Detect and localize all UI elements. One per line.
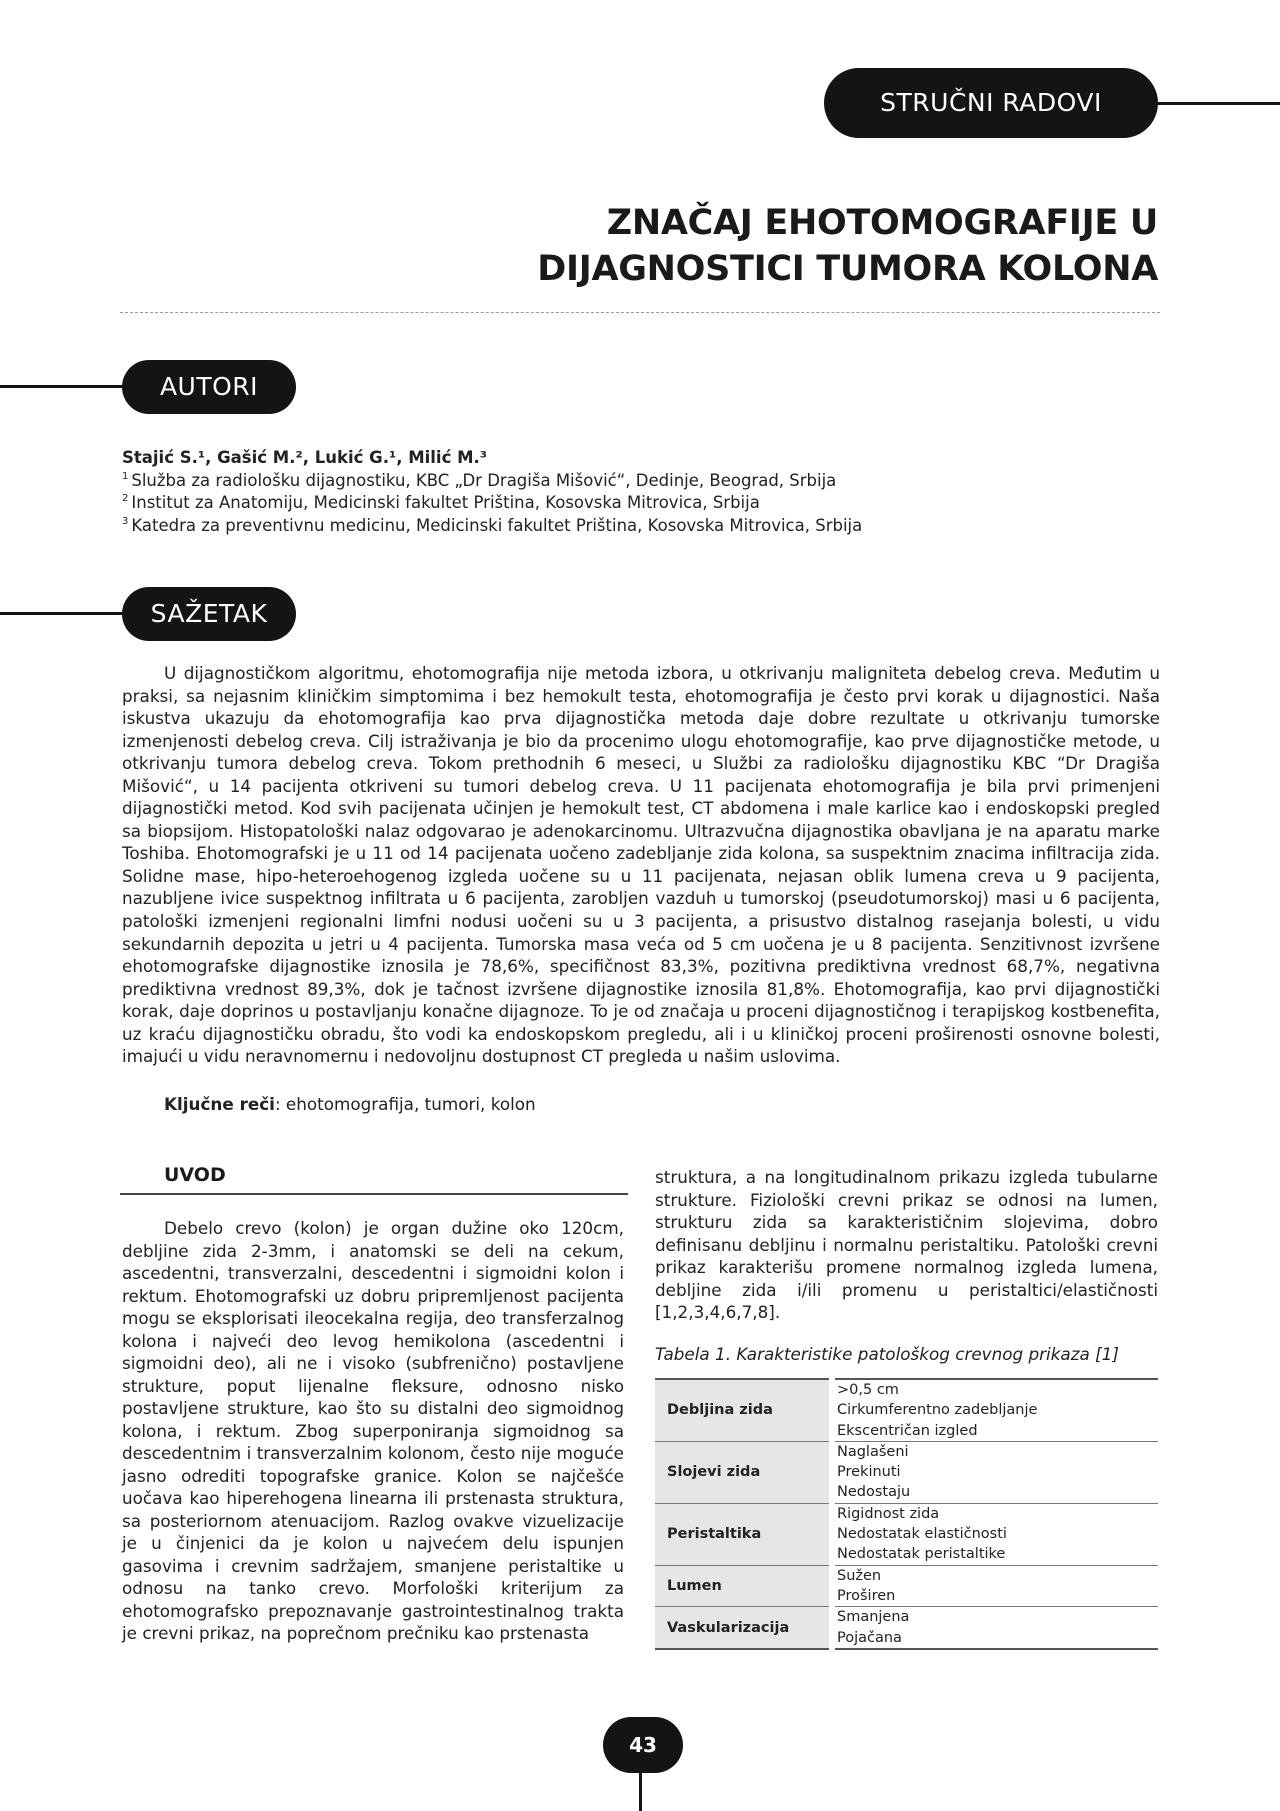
- intro-paragraph: Debelo crevo (kolon) je organ dužine oko 120cm, debljine zida 2-3mm, i anatomski se deli na cekum, ascedentni, transverzalni, descedentni i sigmoidni kolon i rektum. Ehotomografski uz dobru pripremljenost pacijenta mogu se eksplorisati ileocekalna regija, deo transferzalnog kolona i najveći deo levog hemikolona (ascedentni i sigmoidni deo), ali ne i visoko (subfrenično) postavljene strukture, poput lijenalne fleksure, odnosno nisko postavljene strukture, kao što su distalni deo sigmoidnog kolona, i rektum. Zbog superponiranja sigmoidnog sa descedentnim i transverzalnim kolonom, često nije moguće jasno odrediti topografske granice. Kolon se najčešće uočava kao hiperehogena linearna ili prstenasta struktura, sa posteriornom atenuacijom. Razlog ovakve vizuelizacije je u činjenici da je kolon u najvećem delu ispunjen gasovima i crevnim sadržajem, smanjene peristaltike u odnosu na tanko crevo. Morfološki kriterijum za ehotomografsko prepoznavanje gastrointestinalnog trakta je crevni prikaz, na poprečnom prečniku kao prstenasta: [122, 1218, 624, 1643]
- table-row-label: Slojevi zida: [655, 1441, 832, 1503]
- table-row-label: Debljina zida: [655, 1379, 832, 1441]
- page-number-stem: [639, 1770, 642, 1811]
- table-row-values: [832, 1441, 1158, 1503]
- table-value: Proširen: [837, 1587, 896, 1604]
- affiliation-text: Služba za radiološku dijagnostiku, KBC „Dr Dragiša Mišović“, Dedinje, Beograd, Srbija: [131, 470, 837, 490]
- intro-rule: [120, 1193, 628, 1195]
- abstract-heading: SAŽETAK: [122, 587, 296, 641]
- characteristics-table: [655, 1378, 1158, 1650]
- table-body: [655, 1379, 1158, 1649]
- page-number: 43: [603, 1717, 683, 1773]
- table-caption: Tabela 1. Karakteristike patološkog crevnog prikaza [1]: [655, 1344, 1119, 1364]
- abstract-rule: [0, 612, 140, 615]
- table-row-label: Vaskularizacija: [655, 1607, 832, 1649]
- abstract-body: [122, 662, 1160, 1068]
- author-names: Stajić S.¹, Gašić M.², Lukić G.¹, Milić M.³: [122, 448, 488, 467]
- affiliation-marker: 2: [122, 493, 129, 504]
- affiliation-text: Katedra za preventivnu medicinu, Medicinski fakultet Priština, Kosovska Mitrovica, Srbija: [131, 515, 863, 535]
- title-divider: [120, 312, 1160, 313]
- table-row: [655, 1441, 1158, 1503]
- table-row: [655, 1607, 1158, 1649]
- table-row-values: [832, 1607, 1158, 1649]
- article-title: [537, 200, 1158, 292]
- table-value: Ekscentričan izgled: [837, 1422, 978, 1439]
- intro-paragraph-continued: struktura, a na longitudinalnom prikazu izgleda tubularne strukture. Fiziološki crevni prikaz se odnosi na lumen, strukturu zida sa karakterističnim slojevima, dobro definisanu debljinu i normalnu peristaltiku. Patološki crevni prikaz karakterišu promene normalnog izgleda lumena, debljine zida i/ili promenu u peristaltici/elastičnosti [1,2,3,4,6,7,8].: [655, 1167, 1158, 1322]
- table-value: Sužen: [837, 1567, 882, 1584]
- section-label-pill: STRUČNI RADOVI: [824, 68, 1158, 138]
- table-value: Naglašeni: [837, 1443, 909, 1460]
- affiliation-marker: 1: [122, 470, 129, 482]
- table-row-label: Lumen: [655, 1565, 832, 1607]
- table-value: >0,5 cm: [837, 1382, 899, 1398]
- table-row-values: [832, 1503, 1158, 1565]
- intro-right-column: [655, 1166, 1158, 1324]
- authors-rule: [0, 385, 140, 388]
- table-value: Nedostatak peristaltike: [837, 1546, 1006, 1563]
- title-line-1: ZNAČAJ EHOTOMOGRAFIJE U: [606, 203, 1158, 243]
- intro-heading: UVOD: [164, 1164, 226, 1186]
- table-value: Nedostatak elastičnosti: [837, 1526, 1007, 1543]
- table-value: Pojačana: [837, 1629, 902, 1646]
- table-row: [655, 1565, 1158, 1607]
- table-row: [655, 1503, 1158, 1565]
- keywords-list: : ehotomografija, tumori, kolon: [274, 1094, 536, 1114]
- keywords-label: Ključne reči: [164, 1094, 275, 1114]
- header-rule: [1150, 102, 1280, 105]
- table-value: Cirkumferentno zadebljanje: [837, 1402, 1038, 1419]
- authors-heading: AUTORI: [122, 360, 296, 414]
- affiliation-1: [122, 470, 1162, 493]
- affiliation-3: [122, 515, 1162, 538]
- affiliation-text: Institut za Anatomiju, Medicinski fakultet Priština, Kosovska Mitrovica, Srbija: [131, 493, 760, 512]
- table-value: Rigidnost zida: [837, 1505, 940, 1522]
- table-row-values: [832, 1565, 1158, 1607]
- table-value: Smanjena: [837, 1609, 910, 1626]
- authors-block: [122, 447, 1162, 537]
- table-value: Nedostaju: [837, 1484, 911, 1501]
- abstract-text: U dijagnostičkom algoritmu, ehotomografija nije metoda izbora, u otkrivanju maligniteta debelog creva. Međutim u praksi, sa nejasnim kliničkim simptomima i bez hemokult testa, ehotomografija je često prvi korak u dijagnostici. Naša iskustva ukazuju da ehotomografija kao prva dijagnostička metoda daje dobre rezultate u otkrivanju tumorske izmenjenosti debelog creva. Cilj istraživanja je bio da procenimo ulogu ehotomografije, kao prve dijagnostičke metode, u otkrivanju tumora debelog creva. Tokom prethodnih 6 meseci, u Službi za radiološku dijagnostiku KBC “Dr Dragiša Mišović“, u 14 pacijenta otkriveni su tumori debelog creva. U 11 pacijenata ehotomografija je bila prvi primenjeni dijagnostički metod. Kod svih pacijenata učinjen je hemokult test, CT abdomena i male karlice kao i endoskopski pregled sa biopsijom. Histopatološki nalaz odgovarao je adenokarcinomu. Ultrazvučna dijagnostika obavljana je na aparatu marke Toshiba. Ehotomografski je u 11 od 14 pacijenata uočeno zadebljanje zida kolona, sa suspektnim znacima infiltracija zida. Solidne mase, hipo-heteroehogenog izgleda uočene su u 11 pacijenata, nejasan oblik lumena creva u 9 pacijenta, nazubljene ivice suspektnog infiltrata u 6 pacijenta, zarobljen vazduh u tumorskoj (pseudotumorskoj) masi u 6 pacijenta, patološki izmenjeni regionalni limfni nodusi uočeni su u 3 pacijenta, a prisustvo distalnog rasejanja bolesti, u vidu sekundarnih depozita u jetri u 4 pacijenta. Tumorska masa veća od 5 cm uočena je u 8 pacijenta. Senzitivnost izvršene ehotomografske dijagnostike iznosila je 78,6%, specifičnost 83,3%, pozitivna prediktivna vrednost 68,7%, negativna prediktivna vrednost 89,3%, dok je tačnost izvršene dijagnostike iznosila 81,8%. Ehotomografija, kao prvi dijagnostički korak, daje doprinos u postavljanju konačne dijagnoze. To je od značaja u proceni dijagnostičnog i terapijskog kostbenefita, uz kraću dijagnostičku obradu, što vodi ka endoskopskom pregledu, ali i u kliničkoj proceni proširenosti osnovne bolesti, imajući u vidu neravnomernu i nedovoljnu dostupnost CT pregleda u našim uslovima.: [122, 663, 1160, 1067]
- table-row-values: [832, 1379, 1158, 1441]
- table-row: [655, 1379, 1158, 1441]
- table-row-label: Peristaltika: [655, 1503, 832, 1565]
- title-line-2: DIJAGNOSTICI TUMORA KOLONA: [537, 249, 1158, 289]
- table-value: Prekinuti: [837, 1464, 901, 1481]
- intro-left-column: [122, 1217, 624, 1645]
- keywords: [164, 1093, 536, 1116]
- affiliation-marker: 3: [122, 515, 129, 527]
- affiliation-2: [122, 492, 1162, 515]
